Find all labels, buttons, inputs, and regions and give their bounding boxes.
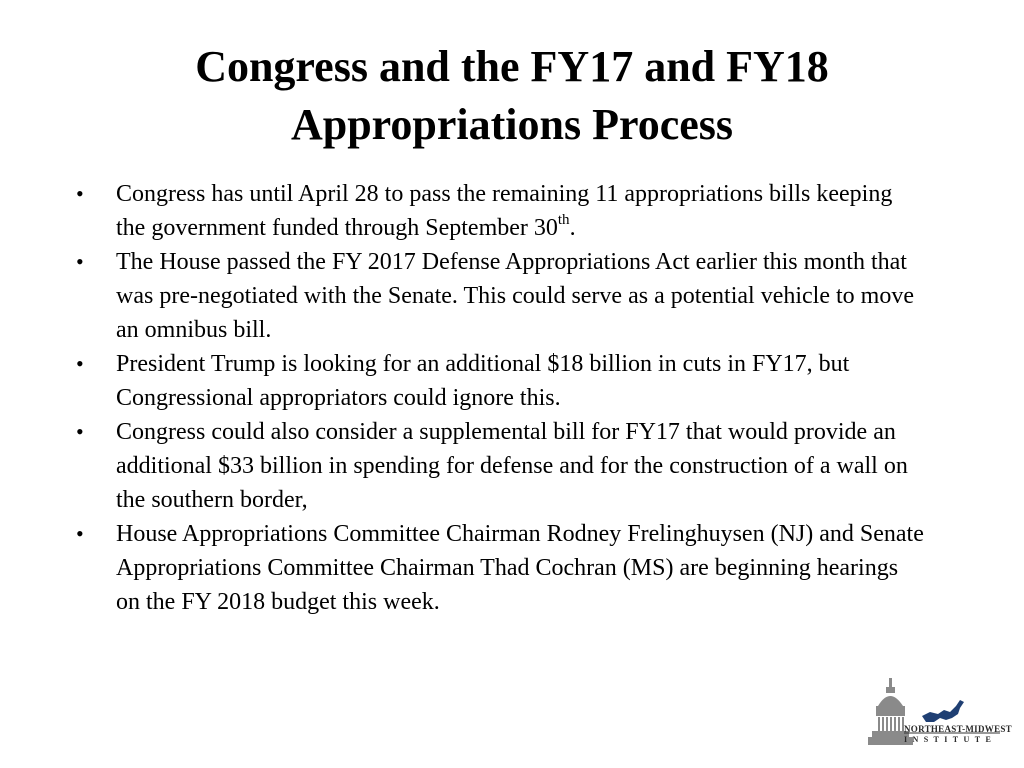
logo-name-line-1: NORTHEAST-MIDWEST	[904, 724, 1012, 734]
dome-drum	[876, 706, 905, 716]
bullet-text: The House passed the FY 2017 Defense Appropriations Act earlier this month that was pre-negotiated with the Senate. This could serve as a potential vehicle to move an omnibus bill.	[116, 249, 914, 343]
dome-lantern	[886, 687, 895, 693]
slide-title-line-1: Congress and the FY17 and FY18	[195, 42, 829, 91]
bullet-text: Congress has until April 28 to pass the remaining 11 appropriations bills keeping the government funded through September 30	[116, 181, 893, 241]
bullet-text: President Trump is looking for an additional $18 billion in cuts in FY17, but Congressional appropriators could ignore this.	[116, 351, 850, 411]
bullet-item	[74, 517, 924, 619]
bullet-item	[74, 415, 924, 517]
bullet-icon: •	[76, 181, 84, 206]
bullet-item	[74, 177, 924, 245]
bullet-item	[74, 347, 924, 415]
bullet-text: House Appropriations Committee Chairman Rodney Frelinghuysen (NJ) and Senate Appropriations Committee Chairman Thad Cochran (MS) are beginning hearings on the FY 2018 budget this week.	[116, 521, 924, 615]
bullet-text-suffix: .	[569, 215, 576, 241]
slide-title-line-2: Appropriations Process	[290, 100, 734, 149]
bullet-text: Congress could also consider a supplemental bill for FY17 that would provide an additional $33 billion in spending for defense and for the construction of a wall on the southern border,	[116, 419, 908, 513]
bullet-icon: •	[76, 351, 84, 376]
slide-title	[60, 38, 964, 154]
bullet-icon: •	[76, 419, 84, 444]
bullet-item	[74, 245, 924, 347]
dome-cupola	[878, 696, 903, 706]
region-map-icon	[922, 700, 964, 722]
bullet-list	[74, 177, 924, 619]
dome-columns	[878, 717, 904, 731]
bullet-icon: •	[76, 249, 84, 274]
bullet-icon: •	[76, 521, 84, 546]
bullet-superscript: th	[557, 212, 570, 228]
logo-name-line-2: INSTITUTE	[904, 735, 997, 744]
dome-spire	[889, 678, 892, 688]
